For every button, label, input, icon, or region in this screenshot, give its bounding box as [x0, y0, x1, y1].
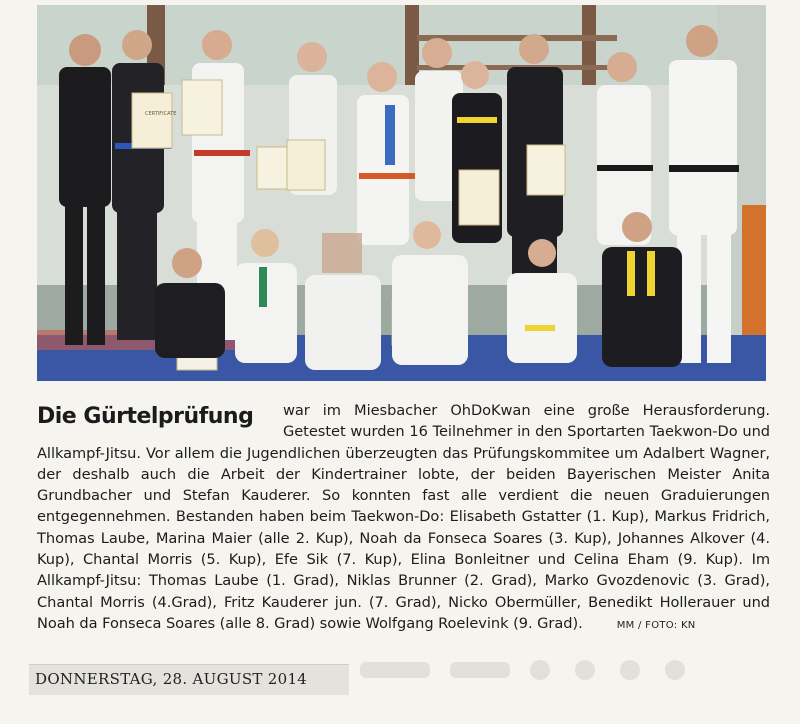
publication-date: DONNERSTAG, 28. AUGUST 2014	[35, 670, 308, 688]
article-text: war im Miesbacher OhDoKwan eine große Herausforderung. Getestet wurden 16 Teilnehmer in den Sportarten Taekwon-Do und Allkampf-Jitsu. Vor allem die Jugendlichen überzeugten das Prüfungskommitee um Adalbert Wagner, der deshalb auch die Arbeit der Kindertrainer lobte, der beiden Bayerischen Meister Anita Grundbacher und Stefan Kauderer. So konnten fast alle verdient die neuen Graduierungen entgegennehmen. Bestanden haben beim Taekwon-Do: Elisabeth Gstatter (1. Kup), Markus Fridrich, Thomas Laube, Marina Maier (alle 2. Kup), Noah da Fonseca Soares (3. Kup), Johannes Alkover (4. Kup), Chantal Morris (5. Kup), Efe Sik (7. Kup), Elina Bonleitner und Celina Eham (9. Kup). Im Allkampf-Jitsu: Thomas Laube (1. Grad), Niklas Brunner (2. Grad), Marko Gvozdenovic (3. Grad), Chantal Morris (4.Grad), Fritz Kauderer jun. (7. Grad), Nicko Obermüller, Benedikt Hollerauer und Noah da Fonseca Soares (alle 8. Grad) sowie Wolfgang Roelevink (9. Grad).	[37, 402, 770, 632]
photo-credit: MM / FOTO: KN	[616, 619, 696, 631]
article-headline: Die Gürtelprüfung	[37, 404, 254, 429]
group-photo	[37, 5, 766, 381]
article-body	[37, 400, 770, 636]
dateline-box	[29, 664, 349, 695]
certificate-text: CERTIFICATE	[145, 111, 177, 117]
show-through-text	[360, 650, 760, 690]
